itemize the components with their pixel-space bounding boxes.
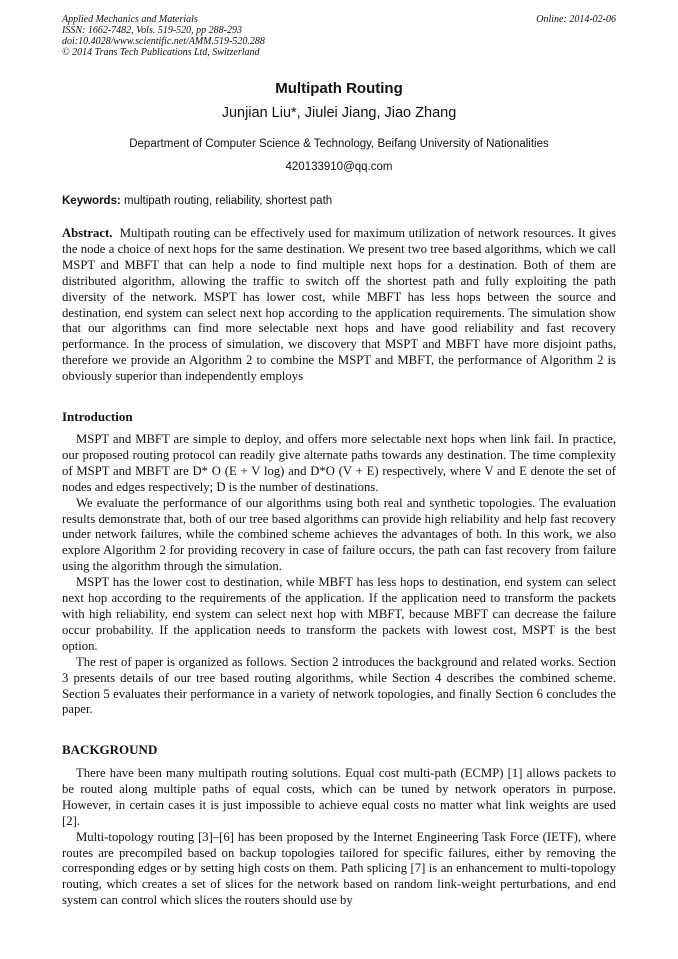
keywords-label: Keywords: [62,195,121,207]
keywords-line [62,195,616,207]
intro-paragraph: MSPT and MBFT are simple to deploy, and offers more selectable next hops when link fail. In practice, our proposed routing protocol can readily give alternate paths towards any destination. The time complexity of MSPT and MBFT are D* O (E + V log) and D*O (V + E) respectively, where V and E denote the set of nodes and edges respectively; D is the number of destinations. [62,432,616,494]
abstract [62,226,616,385]
author-email: 420133910@qq.com [285,161,393,173]
abstract-label: Abstract. [62,226,113,240]
intro-paragraph: We evaluate the performance of our algorithms using both real and synthetic topologies. The evaluation results demonstrate that, both of our tree based algorithms can provide high reliability and help fast recovery under network failures, while the combined scheme achieves the advantages of both. In this work, we also explore Algorithm 2 for providing recovery in case of failure occurs, the path can fast recovery from failure using the algorithm through the simulation. [62,495,616,574]
background-body [62,766,616,909]
paper-authors: Junjian Liu*, Jiulei Jiang, Jiao Zhang [221,105,457,121]
journal-header [62,14,616,58]
introduction-body [62,432,616,718]
online-date: Online: 2014-02-06 [536,14,616,25]
abstract-text: Multipath routing can be effectively used for maximum utilization of network resources. It gives the node a choice of next hops for the same destination. We present two tree based algorithms, which we call MSPT and MBFT that can help a node to find multiple next hops for a destination. Both of them are distributed algorithm, allowing the traffic to switch off the shortest path and fully exploiting the path diversity of the network. MSPT has lower cost, while MBFT has less hops between the source and destination, end system can select next hop according to the application requirements. The simulation show that our algorithms can find more selectable next hops and have good reliability and fast recovery performance. In the process of simulation, we discovery that MSPT and MBFT have more disjoint paths, therefore we provide an Algorithm 2 to combine the MSPT and MBFT, the performance of Algorithm 2 is obviously superior than independently employs [62,226,617,384]
paper-affiliation: Department of Computer Science & Technology, Beifang University of Nationalities [129,138,549,150]
issn-line: ISSN: 1662-7482, Vols. 519-520, pp 288-293 [62,25,242,36]
background-heading: BACKGROUND [62,742,158,757]
doi-line: doi:10.4028/www.scientific.net/AMM.519-520.288 [62,36,265,47]
introduction-heading: Introduction [62,409,133,424]
copyright-line: © 2014 Trans Tech Publications Ltd, Switzerland [62,47,260,58]
intro-paragraph: The rest of paper is organized as follows. Section 2 introduces the background and related works. Section 3 presents details of our tree based routing algorithms, while Section 4 describes the combined scheme. Section 5 evaluates their performance in a variety of network topologies, and finally Section 6 concludes the paper. [62,654,616,717]
intro-paragraph: MSPT has the lower cost to destination, while MBFT has less hops to destination, end system can select next hop according to the requirements of the application. If the application need to transform the packets with high reliability, end system can select next hop with MBFT, because MBFT can decrease the failure occur probability. If the application needs to transform the packets with lowest cost, MSPT is the best option. [62,575,616,653]
keywords-text: multipath routing, reliability, shortest path [124,195,333,207]
journal-name: Applied Mechanics and Materials [62,14,198,25]
background-paragraph: Multi-topology routing [3]–[6] has been proposed by the Internet Engineering Task Force (IETF), where routes are precompiled based on backup topologies tailored for specific failures, either by removing the corresponding edges or by setting high costs on them. Path splicing [7] is an enhancement to multi-topology routing, which creates a set of slices for the network based on random link-weight perturbations, and end system can control which slices the routers should use by [62,829,616,908]
background-paragraph: There have been many multipath routing solutions. Equal cost multi-path (ECMP) [1] allows packets to be routed along multiple paths of equal costs, which can be tuned by network operators in purpose. However, in certain cases it is just impossible to achieve equal costs no matter what link weights are used [2]. [62,766,616,828]
paper-title: Multipath Routing [275,80,403,97]
